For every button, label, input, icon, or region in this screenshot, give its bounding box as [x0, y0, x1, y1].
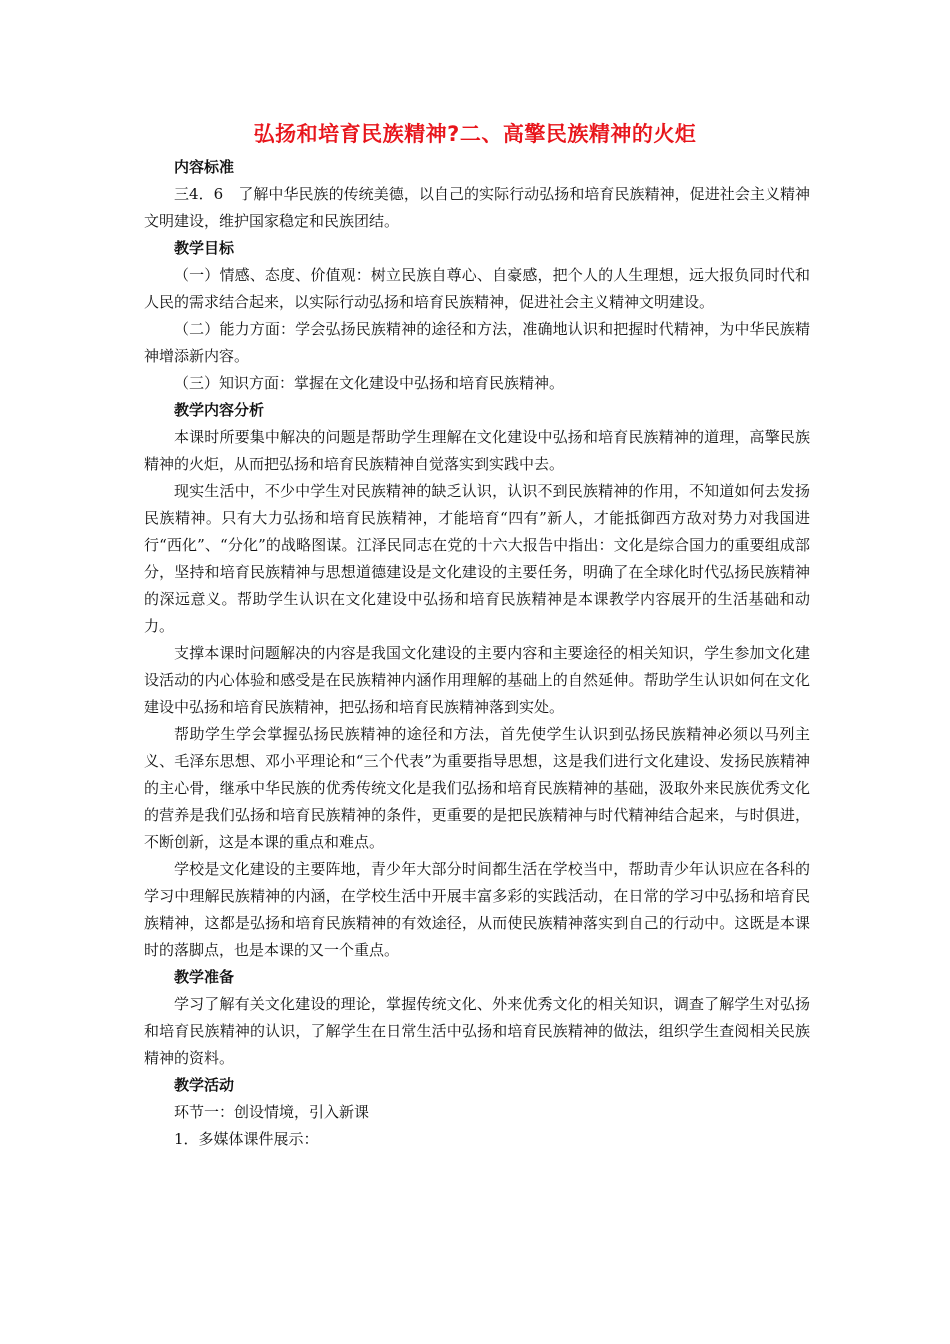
document-title: 弘扬和培育民族精神?二、高擎民族精神的火炬: [253, 122, 697, 146]
section-heading-analysis: 教学内容分析: [174, 401, 265, 419]
paragraph: （二）能力方面：学会弘扬民族精神的途径和方法，准确地认识和把握时代精神，为中华民族精神增添新内容。: [144, 320, 810, 365]
paragraph: 三4．6 了解中华民族的传统美德，以自己的实际行动弘扬和培育民族精神，促进社会主义精神文明建设，维护国家稳定和民族团结。: [144, 185, 810, 230]
section-heading-activities: 教学活动: [174, 1076, 235, 1094]
section-heading-objectives: 教学目标: [174, 239, 235, 257]
section-heading-standards: 内容标准: [174, 158, 235, 176]
activity-line: 环节一：创设情境，引入新课: [174, 1103, 370, 1121]
paragraph: 现实生活中，不少中学生对民族精神的缺乏认识，认识不到民族精神的作用，不知道如何去发扬民族精神。只有大力弘扬和培育民族精神，才能培育“四有”新人，才能抵御西方敌对势力对我国进行“西化”、“分化”的战略图谋。江泽民同志在党的十六大报告中指出：文化是综合国力的重要组成部分，坚持和培育民族精神与思想道德建设是文化建设的主要任务，明确了在全球化时代弘扬民族精神的深远意义。帮助学生认识在文化建设中弘扬和培育民族精神是本课教学内容展开的生活基础和动力。: [144, 482, 810, 635]
paragraph: 支撑本课时问题解决的内容是我国文化建设的主要内容和主要途径的相关知识，学生参加文化建设活动的内心体验和感受是在民族精神内涵作用理解的基础上的自然延伸。帮助学生认识如何在文化建设中弘扬和培育民族精神，把弘扬和培育民族精神落到实处。: [144, 644, 810, 716]
paragraph: 学习了解有关文化建设的理论，掌握传统文化、外来优秀文化的相关知识，调查了解学生对弘扬和培育民族精神的认识，了解学生在日常生活中弘扬和培育民族精神的做法，组织学生查阅相关民族精神的资料。: [144, 995, 810, 1067]
section-heading-preparation: 教学准备: [174, 968, 235, 986]
paragraph: （一）情感、态度、价值观：树立民族自尊心、自豪感，把个人的人生理想，远大报负同时代和人民的需求结合起来，以实际行动弘扬和培育民族精神，促进社会主义精神文明建设。: [144, 266, 810, 311]
paragraph: 学校是文化建设的主要阵地，青少年大部分时间都生活在学校当中，帮助青少年认识应在各科的学习中理解民族精神的内涵，在学校生活中开展丰富多彩的实践活动，在日常的学习中弘扬和培育民族精神，这都是弘扬和培育民族精神的有效途径，从而使民族精神落实到自己的行动中。这既是本课时的落脚点，也是本课的又一个重点。: [144, 860, 810, 959]
paragraph: （三）知识方面：掌握在文化建设中弘扬和培育民族精神。: [174, 374, 565, 392]
activity-line: 1．多媒体课件展示：: [174, 1130, 319, 1148]
document-body: [144, 154, 810, 1153]
paragraph: 帮助学生学会掌握弘扬民族精神的途径和方法，首先使学生认识到弘扬民族精神必须以马列主义、毛泽东思想、邓小平理论和“三个代表”为重要指导思想，这是我们进行文化建设、发扬民族精神的主心骨，继承中华民族的优秀传统文化是我们弘扬和培育民族精神的基础，汲取外来民族优秀文化的营养是我们弘扬和培育民族精神的条件，更重要的是把民族精神与时代精神结合起来，与时俱进，不断创新，这是本课的重点和难点。: [144, 725, 810, 851]
paragraph: 本课时所要集中解决的问题是帮助学生理解在文化建设中弘扬和培育民族精神的道理，高擎民族精神的火炬，从而把弘扬和培育民族精神自觉落实到实践中去。: [144, 428, 810, 473]
